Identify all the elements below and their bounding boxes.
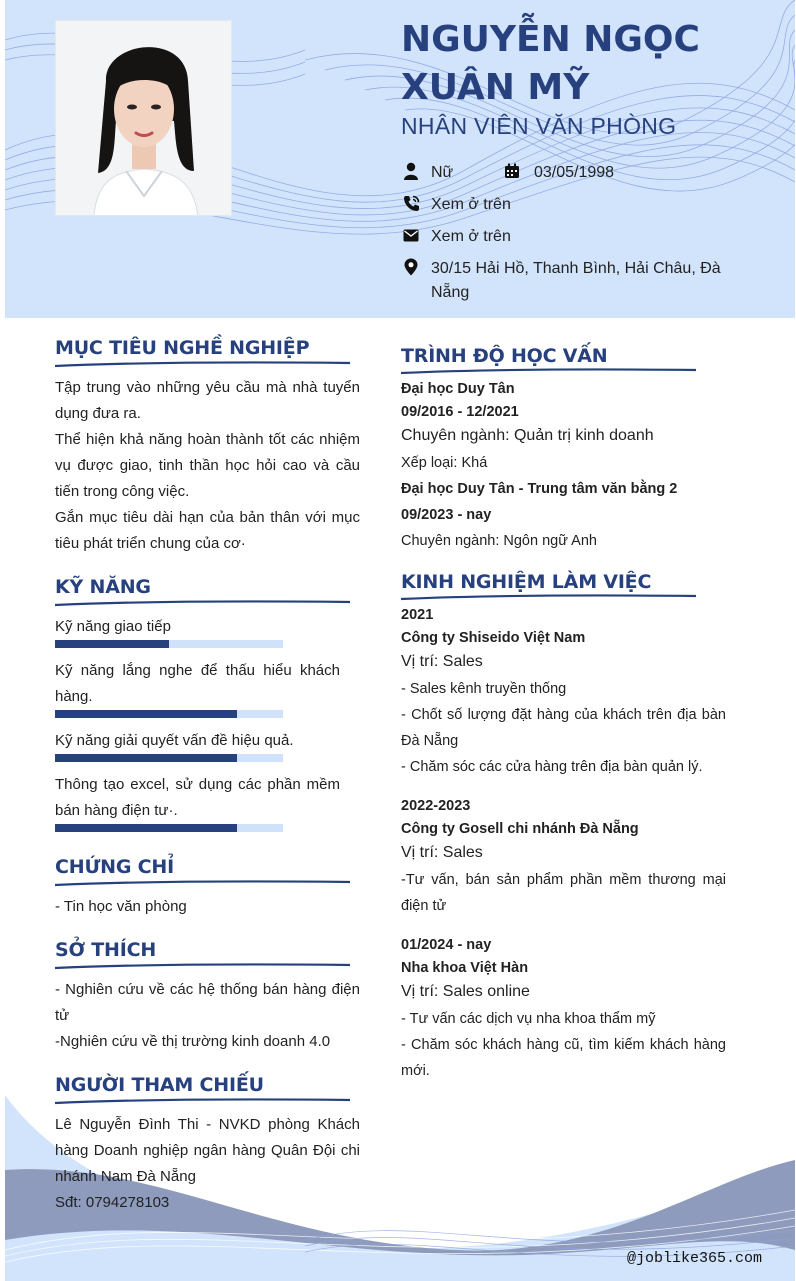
job-2-company: Công ty Gosell chi nhánh Đà Nẵng — [401, 821, 639, 837]
profile-photo — [55, 20, 232, 216]
portrait-illustration — [56, 21, 232, 216]
phone-icon — [401, 193, 421, 213]
objective-paragraph-1: Tập trung vào những yêu cầu mà nhà tuyển dụng đưa ra. — [55, 379, 360, 422]
skill-bar-1 — [55, 640, 283, 648]
job-2-period: 2022-2023 — [401, 798, 471, 814]
edu-school-1: Đại học Duy Tân — [401, 381, 515, 397]
skill-bar-4 — [55, 824, 283, 832]
dob-value: 03/05/1998 — [534, 164, 615, 181]
email-value: Xem ở trên — [431, 228, 511, 245]
edu-major-2: Chuyên ngành: Ngôn ngữ Anh — [401, 533, 597, 549]
cv-page — [5, 0, 795, 1281]
objective-paragraph-3: Gắn mục tiêu dài hạn của bản thân với mục tiêu phát triển chung của cơ· — [55, 509, 360, 552]
hobbies-title-underline — [55, 962, 350, 970]
edu-period-2: 09/2023 - nay — [401, 507, 492, 523]
skill-bar-2 — [55, 710, 283, 718]
edu-major-1: Chuyên ngành: Quản trị kinh doanh — [401, 427, 654, 444]
certificates-title-underline — [55, 879, 350, 887]
experience-title: KINH NGHIỆM LÀM VIỆC — [401, 571, 652, 593]
job-1-company: Công ty Shiseido Việt Nam — [401, 630, 586, 646]
skill-label-2: Kỹ năng lắng nghe để thấu hiểu khách hàng. — [55, 662, 340, 705]
job-title: NHÂN VIÊN VĂN PHÒNG — [401, 113, 677, 139]
skill-label-1: Kỹ năng giao tiếp — [55, 618, 171, 635]
envelope-icon — [401, 225, 421, 245]
hobby-item-2: -Nghiên cứu về thị trường kinh doanh 4.0 — [55, 1033, 331, 1050]
reference-text: Lê Nguyễn Đình Thi - NVKD phòng Khách hàng Doanh nghiệp ngân hàng Quân Đội chi nhánh Nam Đà Nẵng — [55, 1116, 360, 1185]
hobbies-title: SỞ THÍCH — [55, 939, 157, 961]
email-row — [401, 225, 511, 249]
footer-handle: @joblike365.com — [627, 1250, 763, 1267]
skills-title: KỸ NĂNG — [55, 576, 151, 598]
certificate-item-1: - Tin học văn phòng — [55, 898, 187, 915]
skills-title-underline — [55, 599, 350, 607]
job-1-duty-2: - Chốt số lượng đặt hàng của khách trên địa bàn Đà Nẵng — [401, 707, 726, 749]
address-row — [401, 257, 741, 305]
gender-value: Nữ — [431, 164, 454, 181]
phone-row — [401, 193, 511, 217]
edu-grade-1: Xếp loại: Khá — [401, 455, 488, 471]
skill-bar-fill-3 — [55, 754, 237, 762]
dob-row — [502, 161, 614, 185]
calendar-icon — [502, 161, 522, 181]
job-1-duty-1: - Sales kênh truyền thống — [401, 681, 567, 697]
certificates-title: CHỨNG CHỈ — [55, 856, 174, 878]
name-line-1: NGUYỄN NGỌC — [401, 19, 700, 60]
job-2-duty-1: -Tư vấn, bán sản phẩm phần mềm thương mại điện tử — [401, 872, 726, 914]
skill-bar-fill-1 — [55, 640, 169, 648]
education-title: TRÌNH ĐỘ HỌC VẤN — [401, 345, 608, 367]
candidate-name — [401, 16, 761, 112]
reference-phone: Sđt: 0794278103 — [55, 1194, 170, 1211]
person-icon — [401, 161, 421, 181]
job-2-position: Vị trí: Sales — [401, 844, 483, 861]
job-3-position: Vị trí: Sales online — [401, 983, 530, 1000]
job-1-position: Vị trí: Sales — [401, 653, 483, 670]
gender-row — [401, 161, 453, 185]
objective-title: MỤC TIÊU NGHỀ NGHIỆP — [55, 337, 310, 359]
skill-label-3: Kỹ năng giải quyết vấn đề hiệu quả. — [55, 732, 294, 749]
job-3-company: Nha khoa Việt Hàn — [401, 960, 529, 976]
name-line-2: XUÂN MỸ — [401, 67, 590, 108]
job-1-period: 2021 — [401, 607, 434, 623]
edu-school-2: Đại học Duy Tân - Trung tâm văn bằng 2 — [401, 481, 678, 497]
job-3-duty-1: - Tư vấn các dịch vụ nha khoa thẩm mỹ — [401, 1011, 656, 1027]
header-band — [5, 0, 795, 318]
references-title-underline — [55, 1097, 350, 1105]
objective-paragraph-2: Thể hiện khả năng hoàn thành tốt các nhiệm vụ được giao, tinh thần học hỏi cao và cầu tiến trong công việc. — [55, 431, 360, 500]
skill-bar-fill-2 — [55, 710, 237, 718]
education-title-underline — [401, 367, 696, 375]
job-1-duty-3: - Chăm sóc các cửa hàng trên địa bàn quản lý. — [401, 759, 703, 775]
location-pin-icon — [401, 257, 421, 277]
references-title: NGƯỜI THAM CHIẾU — [55, 1074, 264, 1096]
hobby-item-1: - Nghiên cứu về các hệ thống bán hàng điện tử — [55, 981, 360, 1024]
skill-label-4: Thông tạo excel, sử dụng các phần mềm bán hàng điện tư·. — [55, 776, 340, 819]
address-value: 30/15 Hải Hồ, Thanh Bình, Hải Châu, Đà Nẵng — [431, 260, 721, 301]
job-3-period: 01/2024 - nay — [401, 937, 492, 953]
experience-title-underline — [401, 593, 696, 601]
job-3-duty-2: - Chăm sóc khách hàng cũ, tìm kiếm khách hàng mới. — [401, 1037, 726, 1079]
edu-period-1: 09/2016 - 12/2021 — [401, 404, 519, 420]
skill-bar-fill-4 — [55, 824, 237, 832]
phone-value: Xem ở trên — [431, 196, 511, 213]
objective-title-underline — [55, 360, 350, 368]
skill-bar-3 — [55, 754, 283, 762]
